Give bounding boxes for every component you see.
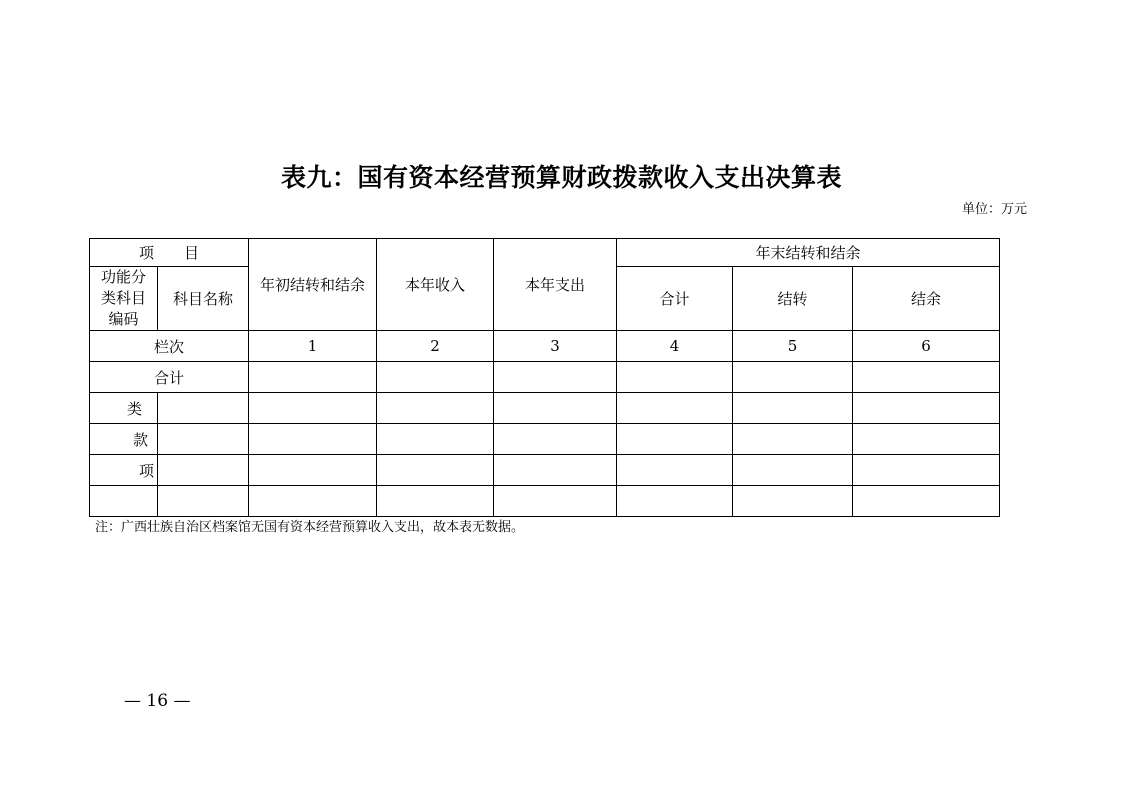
- header-project: 项 目: [90, 239, 249, 267]
- table-cell: [249, 486, 377, 517]
- table-cell: [494, 393, 617, 424]
- table-cell: [853, 362, 1000, 393]
- row-index-value: 2: [377, 331, 494, 362]
- row-index: [90, 331, 1000, 362]
- row-section: [90, 424, 1000, 455]
- page-title: 表九：国有资本经营预算财政拨款收入支出决算表: [280, 163, 842, 192]
- header-expense: 本年支出: [494, 239, 617, 331]
- table-cell: [249, 455, 377, 486]
- table-cell: [158, 486, 249, 517]
- table-cell: [617, 362, 733, 393]
- row-index-value: 6: [853, 331, 1000, 362]
- header-func-code: [90, 267, 158, 331]
- table-cell: [249, 424, 377, 455]
- table-cell: [617, 393, 733, 424]
- table-cell: [853, 455, 1000, 486]
- header-carry: 结转: [733, 267, 853, 331]
- header-subject-name: 科目名称: [158, 267, 249, 331]
- budget-table: [89, 238, 1000, 517]
- row-item: [90, 455, 1000, 486]
- row-item-label: 项: [90, 455, 158, 486]
- table-cell: [158, 424, 249, 455]
- table-cell: [617, 455, 733, 486]
- header-row-1: [90, 239, 1000, 267]
- table-cell: [733, 362, 853, 393]
- func-code-line: 功能分: [100, 268, 146, 286]
- table-cell: [617, 424, 733, 455]
- row-class: [90, 393, 1000, 424]
- header-carryover: 年初结转和结余: [249, 239, 377, 331]
- table-cell: [158, 455, 249, 486]
- row-index-value: 1: [249, 331, 377, 362]
- row-index-value: 5: [733, 331, 853, 362]
- table-cell: [494, 424, 617, 455]
- table-cell: [249, 393, 377, 424]
- row-total: [90, 362, 1000, 393]
- row-section-label: 款: [90, 424, 158, 455]
- func-code-line: 编码: [108, 310, 139, 328]
- header-total: 合计: [617, 267, 733, 331]
- table-cell: [733, 486, 853, 517]
- func-code-line: 类科目: [100, 289, 146, 307]
- table-cell: [494, 362, 617, 393]
- table-cell: [377, 455, 494, 486]
- table-cell: [90, 486, 158, 517]
- table-cell: [853, 393, 1000, 424]
- table-cell: [249, 362, 377, 393]
- header-income: 本年收入: [377, 239, 494, 331]
- row-total-label: 合计: [90, 362, 249, 393]
- table-cell: [853, 486, 1000, 517]
- page-number: — 16 —: [124, 691, 191, 711]
- header-balance: 结余: [853, 267, 1000, 331]
- table-cell: [158, 393, 249, 424]
- table-cell: [494, 486, 617, 517]
- row-index-value: 3: [494, 331, 617, 362]
- table-cell: [377, 486, 494, 517]
- table-note: 注：广西壮族自治区档案馆无国有资本经营预算收入支出，故本表无数据。: [95, 520, 525, 535]
- header-year-end: 年末结转和结余: [617, 239, 1000, 267]
- table-cell: [377, 393, 494, 424]
- table-cell: [617, 486, 733, 517]
- table-cell: [853, 424, 1000, 455]
- table-cell: [377, 362, 494, 393]
- table-cell: [733, 424, 853, 455]
- unit-label: 单位：万元: [961, 202, 1027, 217]
- table-cell: [733, 393, 853, 424]
- row-index-value: 4: [617, 331, 733, 362]
- table-cell: [733, 455, 853, 486]
- row-empty: [90, 486, 1000, 517]
- table-cell: [494, 455, 617, 486]
- row-index-label: 栏次: [90, 331, 249, 362]
- table-cell: [377, 424, 494, 455]
- row-class-label: 类: [90, 393, 158, 424]
